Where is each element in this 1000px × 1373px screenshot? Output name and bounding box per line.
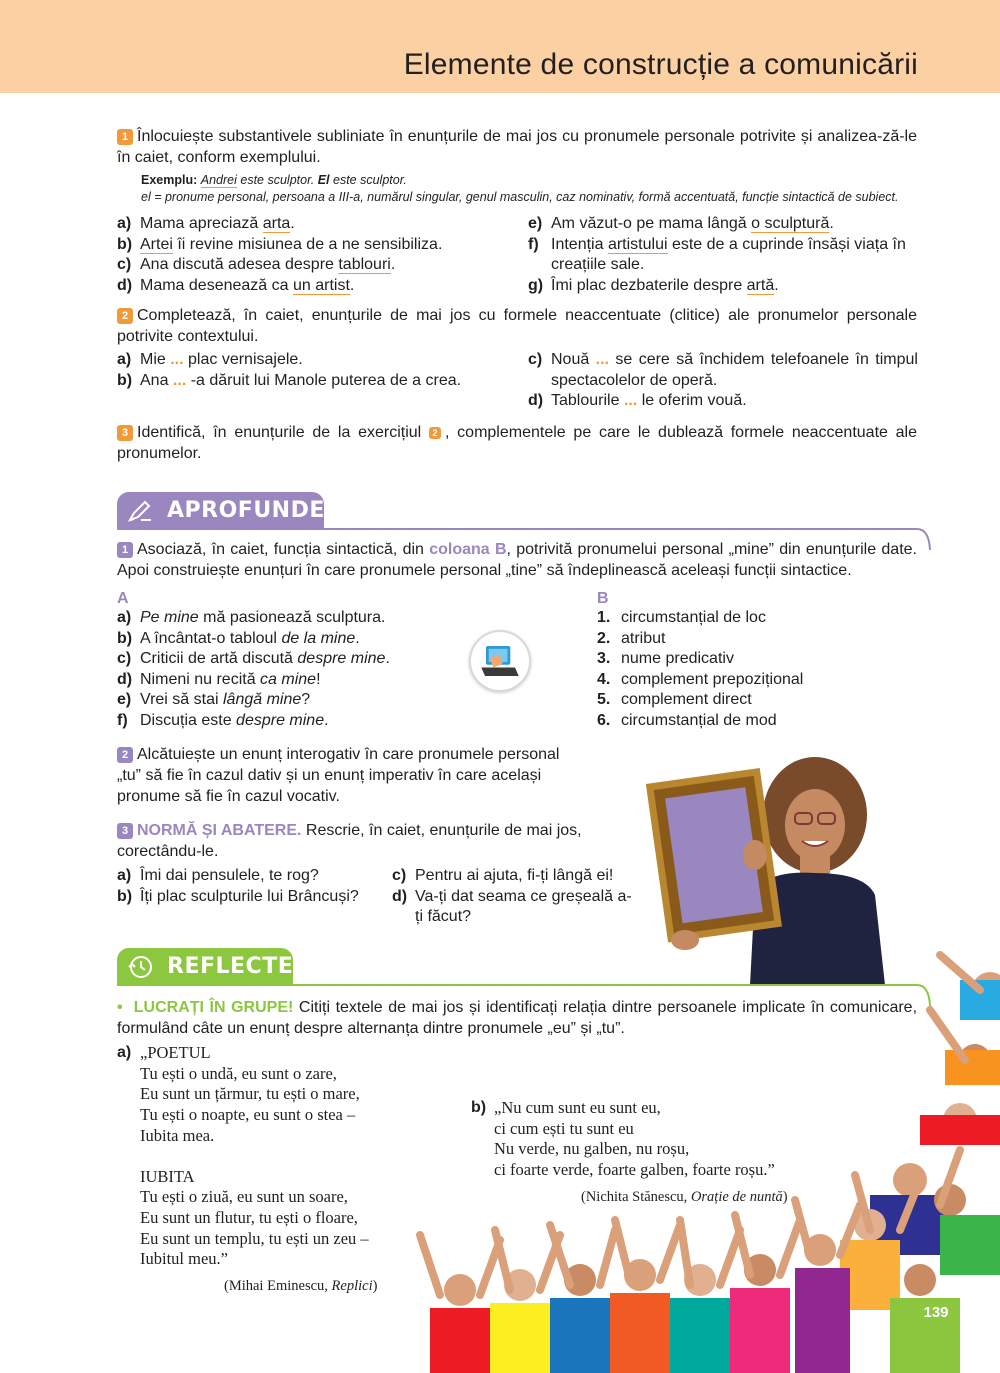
exercise-number: 2 (117, 747, 133, 763)
exercise-number: 3 (117, 425, 133, 441)
item-letter: b) (117, 235, 133, 253)
section-title: APROFUNDEZ (167, 498, 342, 523)
list-item: a) Îmi dai pensulele, te rog? (117, 867, 319, 884)
list-item: c) Pentru ai ajuta, fi-ți lângă ei! (392, 867, 614, 884)
exercise-1-left-items (117, 214, 517, 296)
column-b (597, 590, 917, 732)
item-letter: e) (117, 691, 132, 709)
poem-line: Iubita mea. (140, 1125, 215, 1145)
item-letter: a) (117, 215, 132, 232)
list-item (117, 711, 457, 732)
page-title: Elemente de construcție a comunicării (403, 48, 918, 81)
list-item: d) Va-ți dat seama ce greșeală a-ți făcut? (392, 887, 632, 926)
poem-line: Tu ești o ziuă, eu sunt un soare, (140, 1187, 348, 1207)
exercise-number: 1 (117, 129, 133, 145)
laptop-icon (469, 630, 531, 692)
item-text: Mama desenează ca un artist. (140, 276, 355, 294)
page-number: 139 (918, 1302, 954, 1324)
exercise-2-right-items (528, 350, 918, 412)
poem-line: IUBITA (140, 1166, 195, 1186)
item-letter: c) (117, 650, 132, 668)
aprofundez-ex3-left (117, 866, 387, 907)
item-letter: b) (117, 629, 133, 647)
list-item (117, 649, 457, 670)
exercise-text: Înlocuiește substantivele subliniate în enunțurile de mai jos cu pronumele personale potrivite și analizea-ză-le în caiet, conform exemplului. (117, 128, 917, 166)
item-letter: c) (117, 256, 132, 274)
item-text: A încântat-o tabloul de la mine. (140, 629, 360, 647)
list-item (528, 214, 918, 235)
exercise-2-left-items (117, 350, 517, 391)
exercise-number: 3 (117, 823, 133, 839)
list-item (597, 649, 917, 670)
item-text: Discuția este despre mine. (140, 711, 329, 729)
underlined-word: tablouri (338, 256, 391, 274)
item-text: circumstanțial de mod (621, 711, 777, 729)
item-letter: f) (528, 235, 539, 253)
poem-line: Eu sunt un flutur, tu ești o floare, (140, 1207, 358, 1227)
underlined-word: un artist (292, 276, 350, 294)
list-item (528, 276, 918, 297)
item-letter: d) (117, 670, 133, 688)
section-title: REFLECTEZ (167, 954, 310, 979)
poem-line: „Nu cum sunt eu sunt eu, (494, 1098, 661, 1117)
item-text: Pe mine mă pasionează sculptura. (140, 609, 386, 626)
cheering-crowd-image (400, 950, 1000, 1373)
poem-line: „POETUL (140, 1043, 211, 1062)
underlined-word: artă (746, 276, 775, 294)
item-text: Ana discută adesea despre tablouri. (140, 256, 396, 274)
pencil-writing-icon (127, 498, 153, 524)
poem-a-source: (Mihai Eminescu, Replici) (224, 1278, 378, 1295)
list-item: d) Tablourile ... le oferim vouă. (528, 392, 747, 410)
item-text: Artei îi revine misiunea de a ne sensibiliza. (140, 235, 443, 253)
list-item (597, 711, 917, 732)
exercise-3: 3 Identifică, în enunțurile de la exercițiul 2 , complementele pe care le dublează formele neaccentuate ale pronumelor. (117, 424, 918, 462)
aprofundez-ex3-right (392, 866, 632, 928)
item-letter: f) (117, 711, 128, 729)
item-letter: d) (117, 276, 133, 294)
item-number: 1. (597, 609, 611, 626)
poem-b: b) „Nu cum sunt eu sunt eu, ci cum ești tu sunt eu Nu verde, nu galben, nu roșu, ci foarte verde, foarte galben, foarte roșu.” (Nichita Stănescu, Orație de nuntă) (471, 1098, 871, 1208)
list-item: b) Ana ... -a dăruit lui Manole puterea de a crea. (117, 371, 462, 389)
list-item (117, 629, 457, 650)
poem-line: Nu verde, nu galben, nu roșu, (494, 1139, 690, 1159)
page-header (0, 0, 1000, 93)
column-b-header: B (597, 590, 609, 607)
list-item (117, 690, 457, 711)
item-text: Îmi plac dezbaterile despre artă. (551, 276, 779, 294)
list-item (117, 670, 457, 691)
example-analysis: el = pronume personal, persoana a III-a, numărul singular, genul masculin, caz nominativ, formă accentuată, funcție sintactică de subiect. (141, 190, 899, 204)
aprofundez-exercise-2: 2 Alcătuiește un enunț interogativ în care pronumele personal „tu” să fie în cazul dativ și un enunț imperativ în care același pronume să fie în cazul vocativ. (117, 746, 560, 805)
list-item (117, 255, 517, 276)
exercise-1-right-items (528, 214, 918, 296)
poem-b-source: (Nichita Stănescu, Orație de nuntă) (581, 1188, 788, 1205)
item-text: Am văzut-o pe mama lângă o sculptură. (551, 215, 834, 232)
item-text: complement prepozițional (621, 670, 804, 688)
exercise-2 (117, 305, 917, 347)
list-item: a) Mie ... plac vernisajele. (117, 351, 303, 368)
list-item (597, 690, 917, 711)
item-letter: a) (117, 609, 132, 626)
reflectez-banner (117, 948, 310, 986)
clock-reflect-icon (127, 954, 153, 980)
exercise-ref-badge: 2 (429, 427, 441, 439)
list-item (597, 670, 917, 691)
list-item (117, 235, 517, 256)
item-text: atribut (621, 629, 666, 647)
underlined-word: o sculptură (751, 215, 830, 232)
underlined-word: artistului (607, 235, 668, 253)
item-number: 6. (597, 711, 611, 729)
item-text: Criticii de artă discută despre mine. (140, 650, 390, 668)
list-item: b) Îți plac sculpturile lui Brâncuși? (117, 887, 359, 905)
list-item (117, 276, 517, 297)
item-text: Nimeni nu recită ca mine! (140, 670, 321, 688)
poem-line: ci foarte verde, foarte galben, foarte roșu.” (494, 1160, 775, 1180)
column-a (117, 590, 457, 732)
item-number: 2. (597, 629, 611, 647)
list-item: c) Nouă ... se cere să închidem telefoanele în timpul spectacolelor de operă. (528, 351, 918, 389)
exercise-1 (117, 126, 917, 206)
exercise-text: Completează, în caiet, enunțurile de mai jos cu formele neaccentuate (clitice) ale pronumelor personale potrivite contextului. (117, 307, 917, 345)
poem-line: Eu sunt un templu, tu ești un zeu – (140, 1228, 369, 1248)
aprofundez-exercise-3: 3 NORMĂ ȘI ABATERE. Rescrie, în caiet, enunțurile de mai jos, corectându-le. (117, 822, 582, 860)
poem-line: Eu sunt un țărmur, tu ești o mare, (140, 1084, 360, 1104)
exercise-number: 1 (117, 542, 133, 558)
underlined-word: arta (262, 215, 291, 232)
poem-a: a) „POETUL Tu ești o undă, eu sunt o zare, Eu sunt un țărmur, tu ești o mare, Tu ești o noapte, eu sunt o stea – Iubita mea. IUBITA Tu ești o ziuă, eu sunt un soare, Eu sunt un flutur, tu ești o floare, Eu sunt un templu, tu ești un zeu – Iubitul meu.” (Mihai Eminescu, Replici) (117, 1043, 447, 1297)
column-a-header: A (117, 590, 129, 607)
poem-line: Tu ești o undă, eu sunt o zare, (140, 1063, 337, 1083)
poem-line: ci cum ești tu sunt eu (494, 1118, 634, 1138)
list-item (528, 235, 918, 276)
item-text: circumstanțial de loc (621, 609, 766, 626)
list-item (117, 608, 457, 629)
poem-line: Tu ești o noapte, eu sunt o stea – (140, 1105, 356, 1125)
item-number: 5. (597, 691, 611, 709)
item-letter: g) (528, 276, 544, 294)
item-text: nume predicativ (621, 650, 734, 668)
list-item (597, 608, 917, 629)
item-text: complement direct (621, 691, 752, 709)
list-item (117, 214, 517, 235)
aprofundez-exercise-1: 1 Asociază, în caiet, funcția sintactică, din coloana B, potrivită pronumelui personal „mine” din enunțurile date. Apoi construiește enunțuri în care pronumele personal „tine” să îndeplinească aceleași funcții sintactice. (117, 541, 917, 579)
reflectez-exercise: • LUCRAȚI ÎN GRUPE! Citiți textele de mai jos și identificați relația dintre persoanele implicate în comunicare, formulând câte un enunț despre alternanța dintre pronumele „eu” și „tu”. (117, 999, 918, 1037)
poem-line: Iubitul meu.” (140, 1249, 228, 1269)
item-number: 3. (597, 650, 611, 668)
example: Exemplu: Andrei este sculptor. El este sculptor. (141, 173, 407, 187)
item-number: 4. (597, 670, 611, 688)
item-text: Mama apreciază arta. (140, 215, 295, 232)
aprofundez-banner (117, 492, 342, 530)
item-text: Vrei să stai lângă mine? (140, 691, 311, 709)
underlined-word: Artei (140, 235, 173, 253)
item-letter: e) (528, 215, 543, 232)
exercise-number: 2 (117, 308, 133, 324)
list-item (597, 629, 917, 650)
item-text: Intenția artistului este de a cuprinde însăși viața în creațiile sale. (551, 235, 906, 274)
